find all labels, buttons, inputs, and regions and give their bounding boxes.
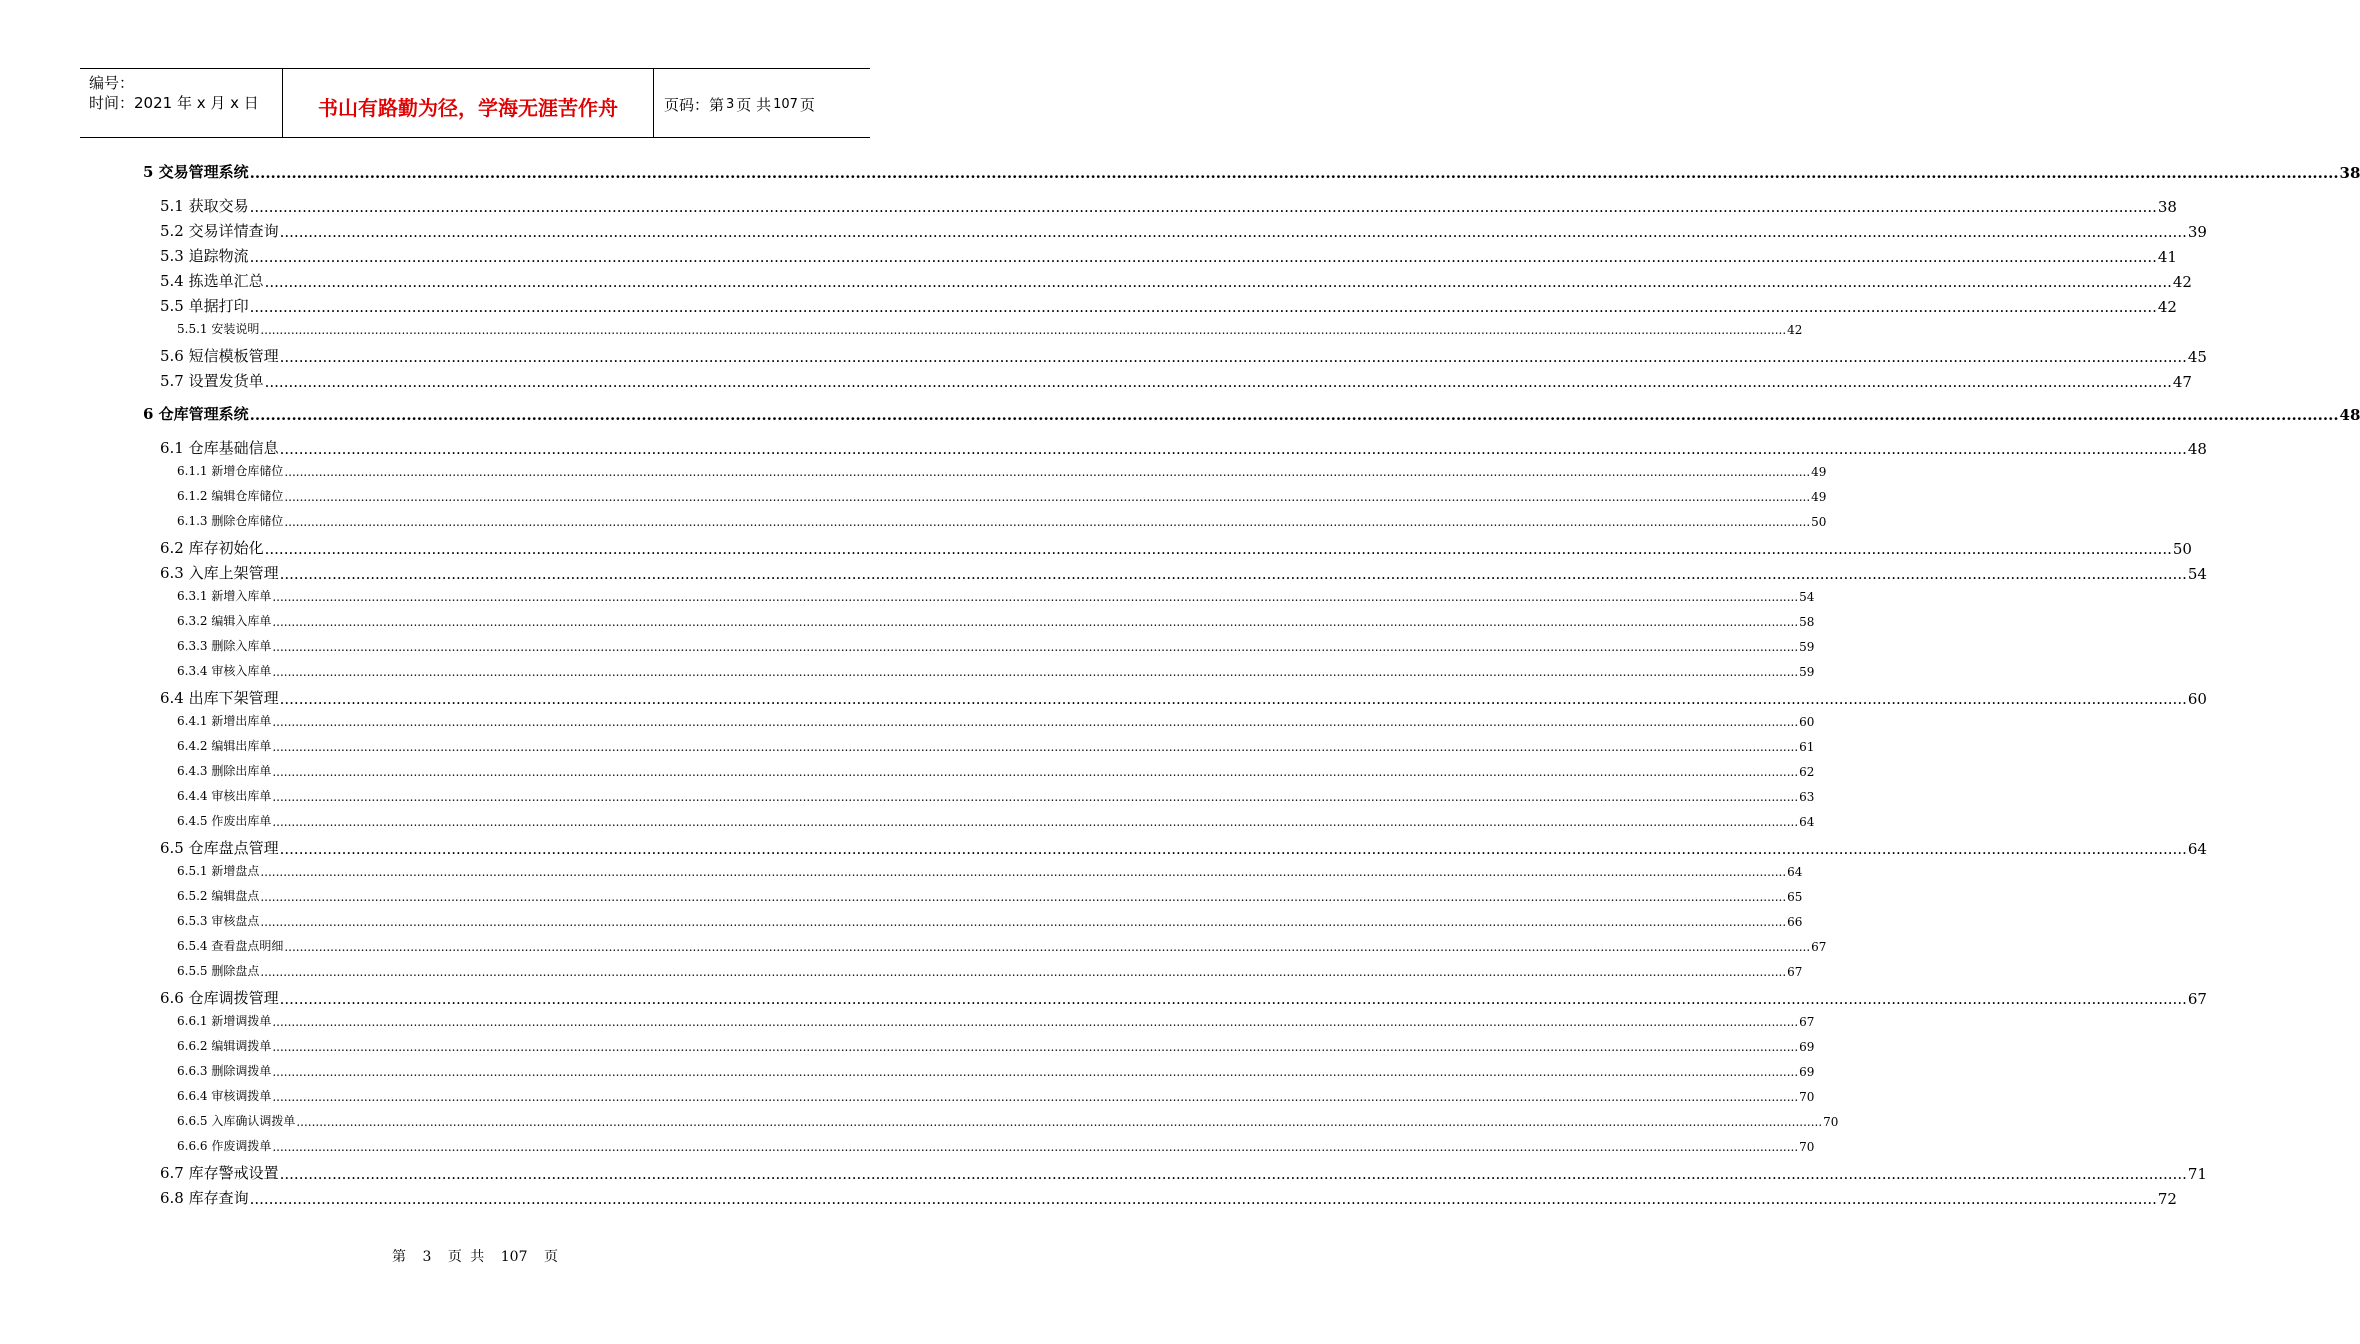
toc-entry[interactable] — [160, 836, 2207, 858]
toc-entry[interactable] — [177, 1111, 1839, 1129]
time-line: 时间：2021 年 x 月 x 日 — [89, 94, 259, 112]
toc-leader-dots: ................................................................................................................................................................................................................................................................................................................................................................................................................ — [272, 590, 1799, 604]
toc-entry[interactable] — [177, 811, 1815, 829]
toc-entry-title: 5.3 追踪物流 — [160, 247, 249, 265]
toc-entry-page: 64 — [1799, 815, 1815, 829]
toc-entry[interactable] — [177, 711, 1815, 729]
toc-entry-title: 5.6 短信模板管理 — [160, 347, 279, 365]
toc-entry-page: 64 — [2187, 840, 2207, 858]
toc-leader-dots: ................................................................................................................................................................................................................................................................................................................................................................................................................ — [272, 640, 1799, 654]
toc-entry-title: 6.2 库存初始化 — [160, 539, 264, 557]
footer-prefix: 第 — [392, 1249, 407, 1265]
toc-entry-title: 6.6.5 入库确认调拨单 — [177, 1114, 296, 1128]
toc-leader-dots: ................................................................................................................................................................................................................................................................................................................................................................................................................ — [272, 1015, 1799, 1029]
toc-entry-page: 64 — [1787, 865, 1803, 879]
toc-entry-page: 42 — [2157, 298, 2177, 316]
toc-entry-title: 6.4.2 编辑出库单 — [177, 739, 272, 753]
toc-entry-title: 6.5 仓库盘点管理 — [160, 839, 279, 857]
header-meta — [80, 69, 282, 137]
toc-entry-page: 58 — [1799, 615, 1815, 629]
toc-entry[interactable] — [177, 1086, 1815, 1104]
toc-leader-dots: ................................................................................................................................................................................................................................................................................................................................................................................................................ — [264, 373, 2172, 391]
toc-entry-title: 6.8 库存查询 — [160, 1189, 249, 1207]
toc-leader-dots: ................................................................................................................................................................................................................................................................................................................................................................................................................ — [279, 1165, 2187, 1183]
toc-leader-dots: ................................................................................................................................................................................................................................................................................................................................................................................................................ — [284, 465, 1811, 479]
toc-leader-dots: ................................................................................................................................................................................................................................................................................................................................................................................................................ — [260, 865, 1787, 879]
toc-leader-dots: ................................................................................................................................................................................................................................................................................................................................................................................................................ — [264, 273, 2172, 291]
toc-entry[interactable] — [177, 911, 1803, 929]
toc-leader-dots: ................................................................................................................................................................................................................................................................................................................................................................................................................ — [260, 915, 1787, 929]
toc-leader-dots: ................................................................................................................................................................................................................................................................................................................................................................................................................ — [296, 1115, 1823, 1129]
toc-entry[interactable] — [177, 736, 1815, 754]
toc-leader-dots: ................................................................................................................................................................................................................................................................................................................................................................................................................ — [249, 198, 2157, 216]
number-label: 编号： — [89, 74, 135, 92]
toc-entry-title: 6.5.2 编辑盘点 — [177, 889, 260, 903]
toc-entry-title: 6.1.2 编辑仓库储位 — [177, 489, 284, 503]
header-motto: 书山有路勤为径，学海无涯苦作舟 — [282, 69, 654, 137]
toc-leader-dots: ................................................................................................................................................................................................................................................................................................................................................................................................................ — [284, 490, 1811, 504]
toc-entry-title: 5.1 获取交易 — [160, 197, 249, 215]
toc-entry-page: 67 — [1799, 1015, 1815, 1029]
toc-entry-page: 67 — [1787, 965, 1803, 979]
toc-entry-page: 39 — [2187, 223, 2207, 241]
toc-entry[interactable] — [177, 1136, 1815, 1154]
toc-entry-title: 6.1.3 删除仓库储位 — [177, 514, 284, 528]
page-footer — [0, 1246, 950, 1266]
toc-entry-page: 67 — [2187, 990, 2207, 1008]
toc-leader-dots: ................................................................................................................................................................................................................................................................................................................................................................................................................ — [279, 223, 2187, 241]
toc-entry-title: 6.4.1 新增出库单 — [177, 714, 272, 728]
toc-leader-dots: ................................................................................................................................................................................................................................................................................................................................................................................................................ — [279, 690, 2187, 708]
toc-entry[interactable] — [177, 1061, 1815, 1079]
toc-entry-title: 6.4.3 删除出库单 — [177, 764, 272, 778]
toc-entry-title: 6.3.1 新增入库单 — [177, 589, 272, 603]
toc-entry-title: 6.5.3 审核盘点 — [177, 914, 260, 928]
toc-entry[interactable] — [177, 611, 1815, 629]
toc-entry-page: 67 — [1811, 940, 1827, 954]
page-prefix: 页码：第 — [664, 96, 725, 114]
toc-entry[interactable] — [177, 319, 1803, 337]
toc-entry[interactable] — [160, 369, 2192, 391]
toc-entry[interactable] — [177, 636, 1815, 654]
toc-entry[interactable] — [177, 486, 1827, 504]
toc-leader-dots: ................................................................................................................................................................................................................................................................................................................................................................................................................ — [249, 298, 2157, 316]
toc-entry[interactable] — [160, 436, 2207, 458]
toc-leader-dots: ................................................................................................................................................................................................................................................................................................................................................................................................................ — [279, 840, 2187, 858]
toc-entry-page: 63 — [1799, 790, 1815, 804]
toc-entry-page: 38 — [2157, 198, 2177, 216]
toc-entry-title: 6.5.5 删除盘点 — [177, 964, 260, 978]
toc-leader-dots: ................................................................................................................................................................................................................................................................................................................................................................................................................ — [279, 348, 2187, 366]
toc-entry[interactable] — [177, 886, 1803, 904]
toc-entry-title: 6.5.1 新增盘点 — [177, 864, 260, 878]
page-mid: 页 共 — [736, 96, 772, 114]
toc-entry[interactable] — [177, 511, 1827, 529]
toc-leader-dots: ................................................................................................................................................................................................................................................................................................................................................................................................................ — [279, 440, 2187, 458]
toc-entry-page: 48 — [2339, 406, 2360, 424]
toc-leader-dots: ................................................................................................................................................................................................................................................................................................................................................................................................................ — [249, 406, 2339, 424]
toc-leader-dots: ................................................................................................................................................................................................................................................................................................................................................................................................................ — [249, 1190, 2157, 1208]
toc-entry-title: 6.6 仓库调拨管理 — [160, 989, 279, 1007]
toc-entry[interactable] — [177, 961, 1803, 979]
toc-leader-dots: ................................................................................................................................................................................................................................................................................................................................................................................................................ — [272, 740, 1799, 754]
toc-entry-page: 70 — [1823, 1115, 1839, 1129]
toc-entry[interactable] — [160, 344, 2207, 366]
toc-entry[interactable] — [160, 686, 2207, 708]
toc-leader-dots: ................................................................................................................................................................................................................................................................................................................................................................................................................ — [249, 248, 2157, 266]
toc-leader-dots: ................................................................................................................................................................................................................................................................................................................................................................................................................ — [279, 990, 2187, 1008]
toc-entry-page: 71 — [2187, 1165, 2207, 1183]
toc-entry-title: 6.6.6 作废调拨单 — [177, 1139, 272, 1153]
toc-leader-dots: ................................................................................................................................................................................................................................................................................................................................................................................................................ — [272, 1040, 1799, 1054]
toc-entry-page: 59 — [1799, 665, 1815, 679]
toc-entry-page: 50 — [2172, 540, 2192, 558]
toc-entry-page: 60 — [1799, 715, 1815, 729]
toc-entry-title: 5.2 交易详情查询 — [160, 222, 279, 240]
toc-entry[interactable] — [160, 561, 2207, 583]
toc-entry-page: 62 — [1799, 765, 1815, 779]
toc-entry[interactable] — [177, 1036, 1815, 1054]
toc-leader-dots: ................................................................................................................................................................................................................................................................................................................................................................................................................ — [279, 565, 2187, 583]
toc-leader-dots: ................................................................................................................................................................................................................................................................................................................................................................................................................ — [272, 1065, 1799, 1079]
page-suffix: 页 — [799, 96, 815, 114]
toc-entry[interactable] — [177, 586, 1815, 604]
toc-entry-page: 72 — [2157, 1190, 2177, 1208]
toc-entry-title: 5 交易管理系统 — [143, 163, 249, 181]
toc-entry[interactable] — [177, 936, 1827, 954]
toc-entry-page: 61 — [1799, 740, 1815, 754]
toc-entry-page: 45 — [2187, 348, 2207, 366]
toc-entry-title: 6.6.2 编辑调拨单 — [177, 1039, 272, 1053]
toc-entry[interactable] — [160, 194, 2177, 216]
toc-entry-title: 6.1 仓库基础信息 — [160, 439, 279, 457]
toc-entry-page: 69 — [1799, 1040, 1815, 1054]
toc-entry[interactable] — [143, 402, 2360, 424]
toc-entry-page: 70 — [1799, 1140, 1815, 1154]
footer-total: 107 — [500, 1249, 528, 1265]
toc-entry-page: 49 — [1811, 490, 1827, 504]
toc-leader-dots: ................................................................................................................................................................................................................................................................................................................................................................................................................ — [272, 765, 1799, 779]
toc-leader-dots: ................................................................................................................................................................................................................................................................................................................................................................................................................ — [272, 815, 1799, 829]
toc-leader-dots: ................................................................................................................................................................................................................................................................................................................................................................................................................ — [272, 665, 1799, 679]
toc-entry[interactable] — [160, 1186, 2177, 1208]
toc-entry-title: 6.6.3 删除调拨单 — [177, 1064, 272, 1078]
toc-entry[interactable] — [177, 786, 1815, 804]
toc-entry-page: 38 — [2339, 164, 2360, 182]
toc-entry-page: 49 — [1811, 465, 1827, 479]
toc-entry-title: 6.3.2 编辑入库单 — [177, 614, 272, 628]
toc-entry[interactable] — [177, 1011, 1815, 1029]
toc-entry-page: 47 — [2172, 373, 2192, 391]
toc-entry[interactable] — [160, 244, 2177, 266]
toc-entry-page: 70 — [1799, 1090, 1815, 1104]
footer-current: 3 — [422, 1249, 432, 1265]
toc-leader-dots: ................................................................................................................................................................................................................................................................................................................................................................................................................ — [284, 940, 1811, 954]
toc-entry[interactable] — [160, 536, 2192, 558]
page-current: 3 — [726, 97, 735, 112]
toc-entry-title: 6.6.1 新增调拨单 — [177, 1014, 272, 1028]
toc-leader-dots: ................................................................................................................................................................................................................................................................................................................................................................................................................ — [260, 890, 1787, 904]
toc-entry-title: 6.4.4 审核出库单 — [177, 789, 272, 803]
toc-entry-title: 6.3.4 审核入库单 — [177, 664, 272, 678]
toc-entry-title: 6.3.3 删除入库单 — [177, 639, 272, 653]
toc-entry-title: 6.5.4 查看盘点明细 — [177, 939, 284, 953]
toc-entry-page: 65 — [1787, 890, 1803, 904]
toc-leader-dots: ................................................................................................................................................................................................................................................................................................................................................................................................................ — [260, 323, 1787, 337]
toc-entry-title: 6.4.5 作废出库单 — [177, 814, 272, 828]
toc-entry-page: 54 — [2187, 565, 2207, 583]
toc-entry-title: 6.1.1 新增仓库储位 — [177, 464, 284, 478]
toc-entry[interactable] — [160, 1161, 2207, 1183]
toc-entry-title: 6.3 入库上架管理 — [160, 564, 279, 582]
toc-entry-page: 54 — [1799, 590, 1815, 604]
toc-entry-page: 60 — [2187, 690, 2207, 708]
toc-entry-title: 5.5.1 安装说明 — [177, 322, 260, 336]
toc-leader-dots: ................................................................................................................................................................................................................................................................................................................................................................................................................ — [272, 790, 1799, 804]
toc-entry[interactable] — [143, 160, 2360, 182]
toc-leader-dots: ................................................................................................................................................................................................................................................................................................................................................................................................................ — [272, 1090, 1799, 1104]
toc-entry[interactable] — [160, 986, 2207, 1008]
page-header — [80, 68, 870, 138]
toc-leader-dots: ................................................................................................................................................................................................................................................................................................................................................................................................................ — [264, 540, 2172, 558]
toc-leader-dots: ................................................................................................................................................................................................................................................................................................................................................................................................................ — [284, 515, 1811, 529]
toc-entry-title: 6.4 出库下架管理 — [160, 689, 279, 707]
toc-entry[interactable] — [177, 761, 1815, 779]
toc-leader-dots: ................................................................................................................................................................................................................................................................................................................................................................................................................ — [260, 965, 1787, 979]
toc-entry[interactable] — [177, 661, 1815, 679]
toc-entry-title: 6.6.4 审核调拨单 — [177, 1089, 272, 1103]
footer-suffix: 页 — [543, 1249, 558, 1265]
toc-entry[interactable] — [177, 461, 1827, 479]
toc-entry-title: 5.5 单据打印 — [160, 297, 249, 315]
toc-entry-page: 41 — [2157, 248, 2177, 266]
toc-entry-title: 5.4 拣选单汇总 — [160, 272, 264, 290]
toc-entry-page: 42 — [2172, 273, 2192, 291]
footer-mid: 页 共 — [447, 1249, 485, 1265]
toc-entry[interactable] — [160, 219, 2207, 241]
toc-entry-page: 69 — [1799, 1065, 1815, 1079]
toc-entry-page: 50 — [1811, 515, 1827, 529]
toc-entry-page: 48 — [2187, 440, 2207, 458]
toc-entry-page: 42 — [1787, 323, 1803, 337]
toc-entry[interactable] — [160, 294, 2177, 316]
toc-entry-page: 59 — [1799, 640, 1815, 654]
toc-entry-title: 6.7 库存警戒设置 — [160, 1164, 279, 1182]
toc-leader-dots: ................................................................................................................................................................................................................................................................................................................................................................................................................ — [272, 615, 1799, 629]
toc-entry-title: 5.7 设置发货单 — [160, 372, 264, 390]
toc-leader-dots: ................................................................................................................................................................................................................................................................................................................................................................................................................ — [249, 164, 2339, 182]
page-total: 107 — [773, 97, 798, 112]
toc-entry[interactable] — [177, 861, 1803, 879]
header-page-info — [654, 69, 870, 137]
toc-leader-dots: ................................................................................................................................................................................................................................................................................................................................................................................................................ — [272, 715, 1799, 729]
toc-entry-title: 6 仓库管理系统 — [143, 405, 249, 423]
toc-leader-dots: ................................................................................................................................................................................................................................................................................................................................................................................................................ — [272, 1140, 1799, 1154]
toc-entry-page: 66 — [1787, 915, 1803, 929]
toc-entry[interactable] — [160, 269, 2192, 291]
